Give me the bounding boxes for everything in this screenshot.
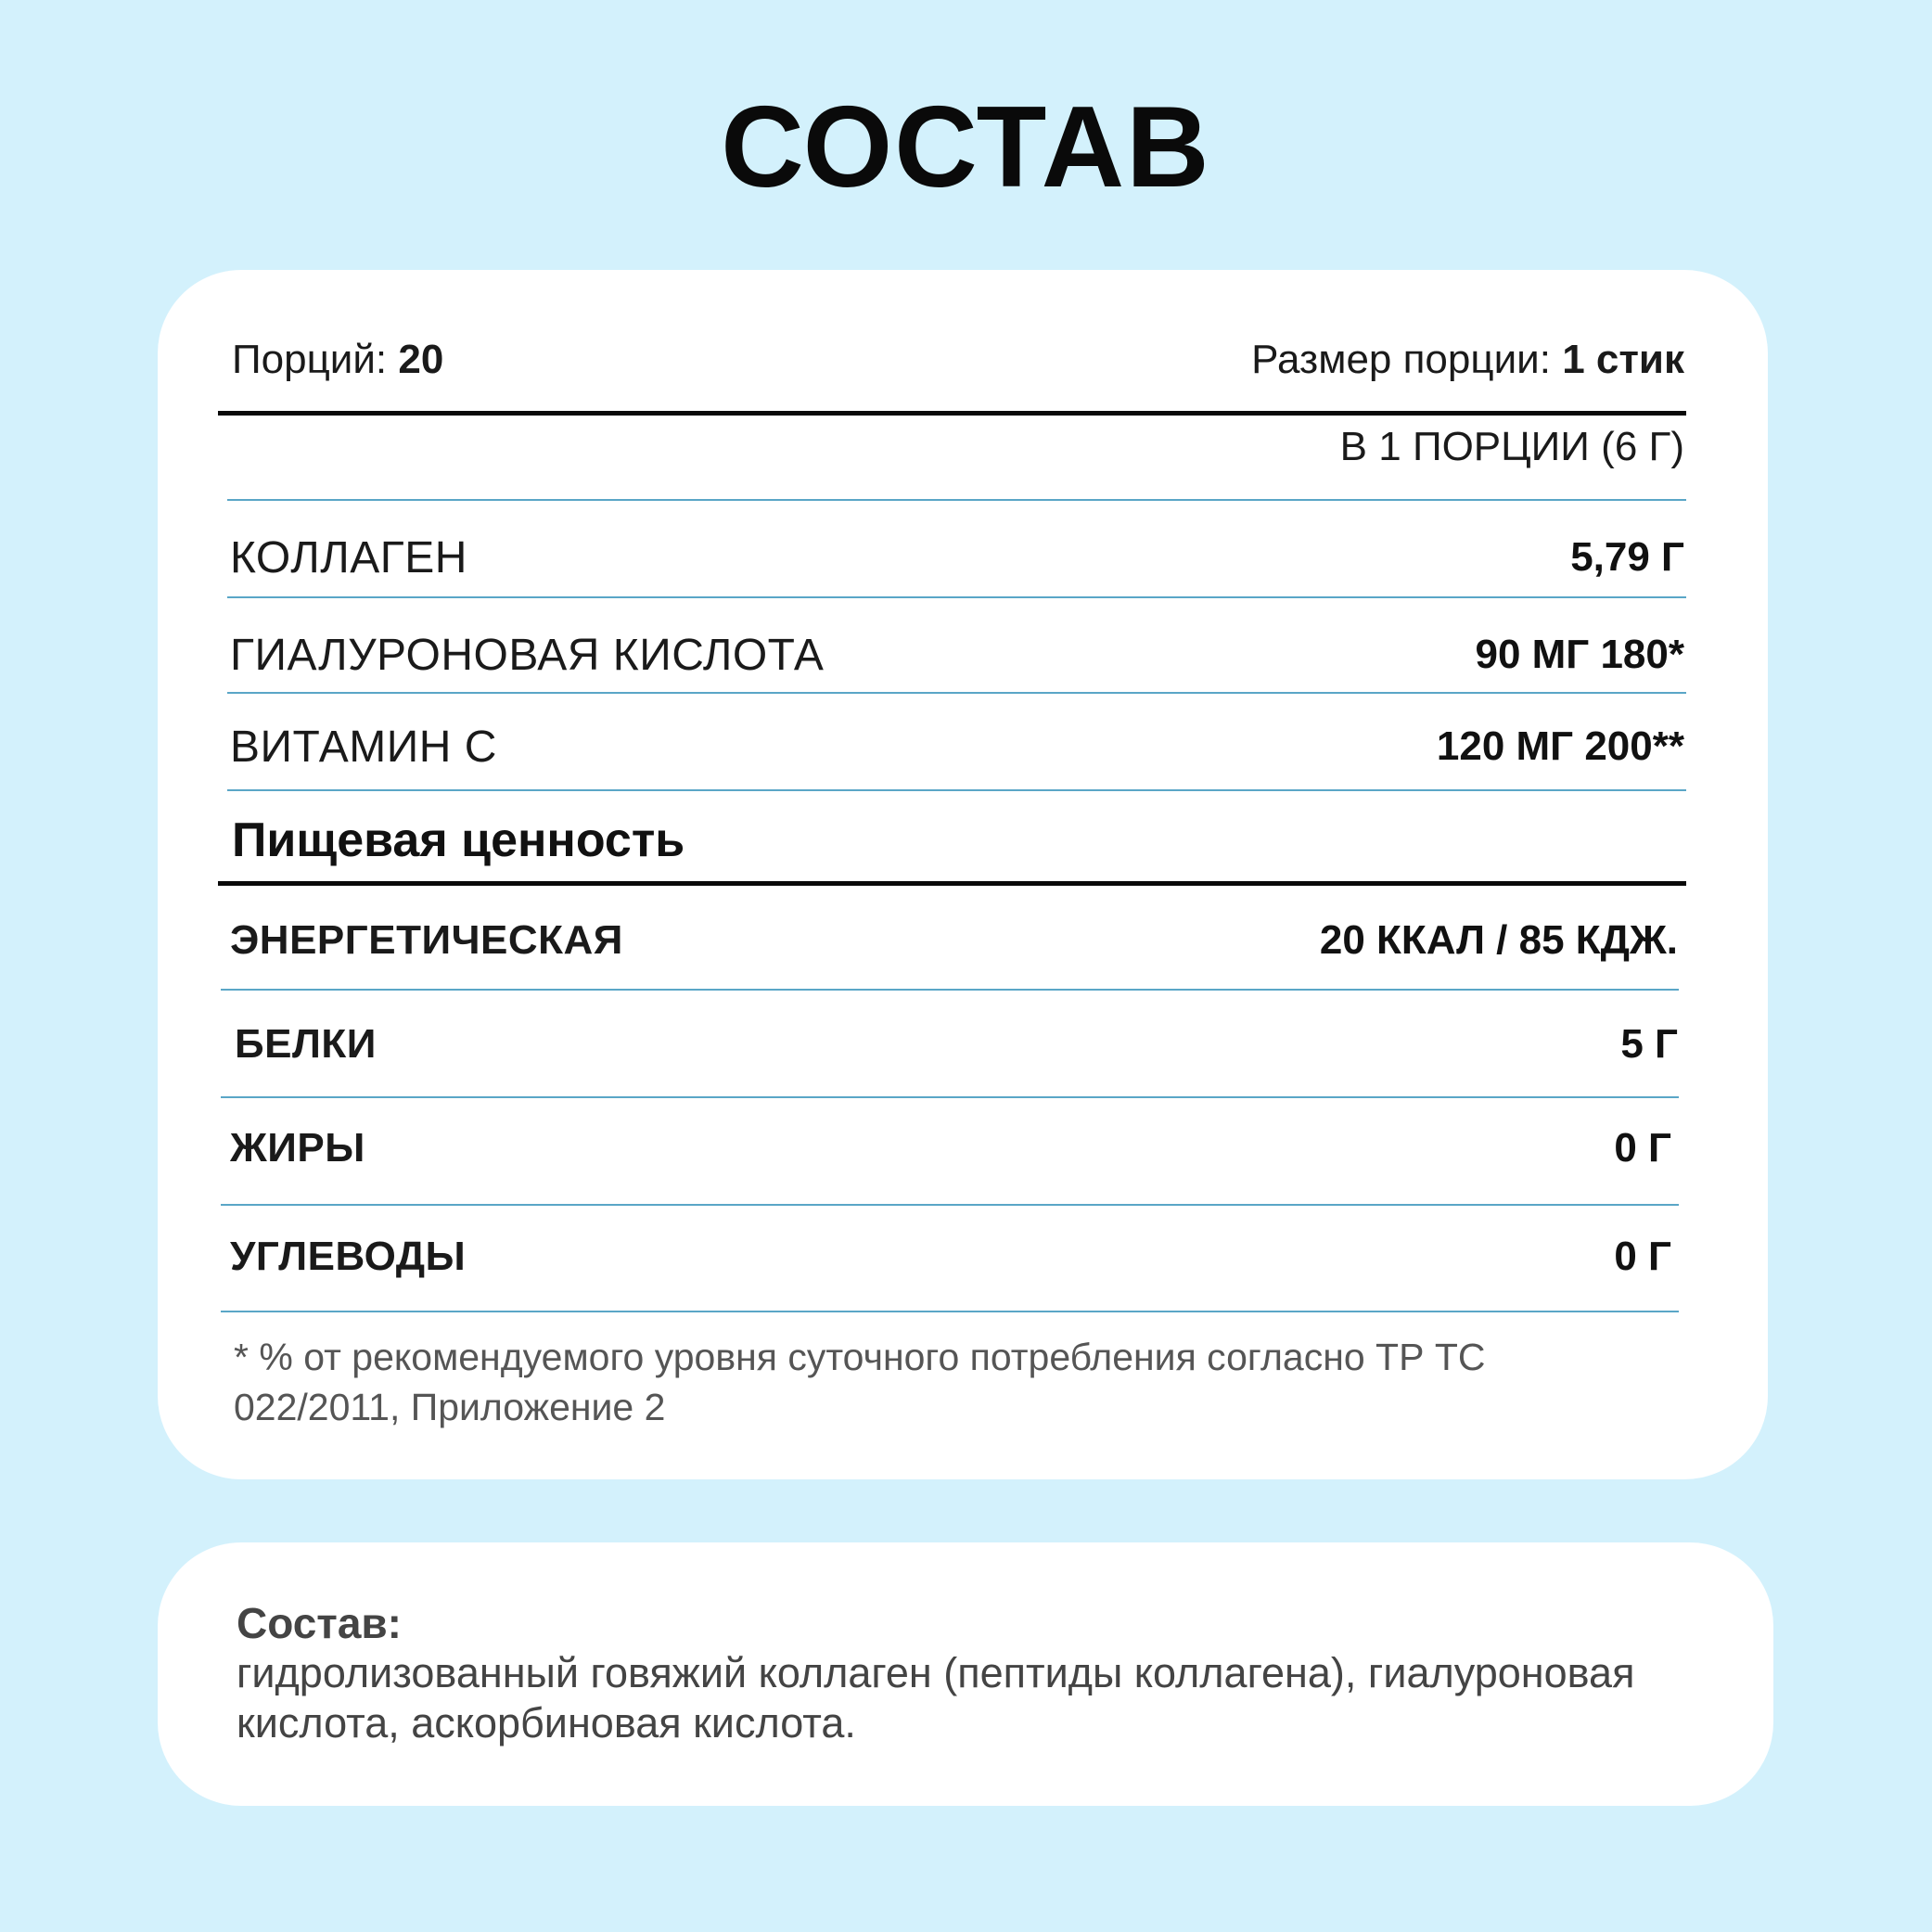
page-title: СОСТАВ xyxy=(721,83,1211,211)
ingredient-row xyxy=(230,618,1684,692)
nutrition-value: 0 Г xyxy=(1614,1234,1671,1279)
divider xyxy=(221,1311,1679,1312)
nutrition-label: БЕЛКИ xyxy=(235,1021,377,1067)
nutrition-row xyxy=(235,1012,1678,1077)
nutrition-label: УГЛЕВОДЫ xyxy=(230,1234,467,1279)
nutrition-label: ЭНЕРГЕТИЧЕСКАЯ xyxy=(230,917,623,963)
ingredient-value: 120 МГ 200** xyxy=(1436,723,1684,769)
composition-card xyxy=(158,1542,1773,1806)
header-divider xyxy=(218,411,1686,416)
composition-title: Состав: xyxy=(237,1599,403,1647)
serving-size-info xyxy=(1251,337,1684,383)
nutrition-row xyxy=(230,1224,1671,1289)
ingredient-label: ГИАЛУРОНОВАЯ КИСЛОТА xyxy=(230,630,825,680)
divider xyxy=(227,692,1686,694)
ingredient-value: 5,79 Г xyxy=(1570,534,1684,580)
nutrition-label: ЖИРЫ xyxy=(230,1125,365,1171)
ingredient-label: ВИТАМИН С xyxy=(230,722,497,772)
serving-size-label: Размер порции: xyxy=(1251,337,1551,382)
nutrition-row xyxy=(230,1116,1671,1181)
composition-text: гидролизованный говяжий коллаген (пептиды коллагена), гиалуроновая кислота, аскорбиновая кислота. xyxy=(237,1649,1635,1746)
ingredient-row xyxy=(230,710,1684,784)
ingredient-row xyxy=(230,520,1684,595)
servings-info xyxy=(232,337,443,383)
footnote: * % от рекомендуемого уровня суточного потребления согласно ТР ТС 022/2011, Приложение 2 xyxy=(234,1336,1486,1428)
serving-size-value: 1 стик xyxy=(1562,337,1684,382)
servings-label: Порций: xyxy=(232,337,388,382)
nutrition-title: Пищевая ценность xyxy=(232,813,685,867)
divider xyxy=(227,596,1686,598)
nutrition-card xyxy=(158,270,1768,1479)
nutrition-value: 0 Г xyxy=(1614,1125,1671,1171)
ingredient-value: 90 МГ 180* xyxy=(1475,632,1684,677)
nutrition-row xyxy=(230,908,1678,973)
per-serving-label: В 1 ПОРЦИИ (6 Г) xyxy=(1339,424,1684,469)
serving-header xyxy=(232,337,1684,383)
nutrition-divider xyxy=(218,881,1686,886)
divider xyxy=(221,1204,1679,1206)
divider xyxy=(227,499,1686,501)
servings-value: 20 xyxy=(398,337,444,382)
divider xyxy=(227,789,1686,791)
divider xyxy=(221,989,1679,991)
nutrition-value: 5 Г xyxy=(1620,1021,1678,1067)
ingredient-label: КОЛЛАГЕН xyxy=(230,532,467,582)
nutrition-value: 20 ККАЛ / 85 КДЖ. xyxy=(1319,917,1678,963)
divider xyxy=(221,1096,1679,1098)
